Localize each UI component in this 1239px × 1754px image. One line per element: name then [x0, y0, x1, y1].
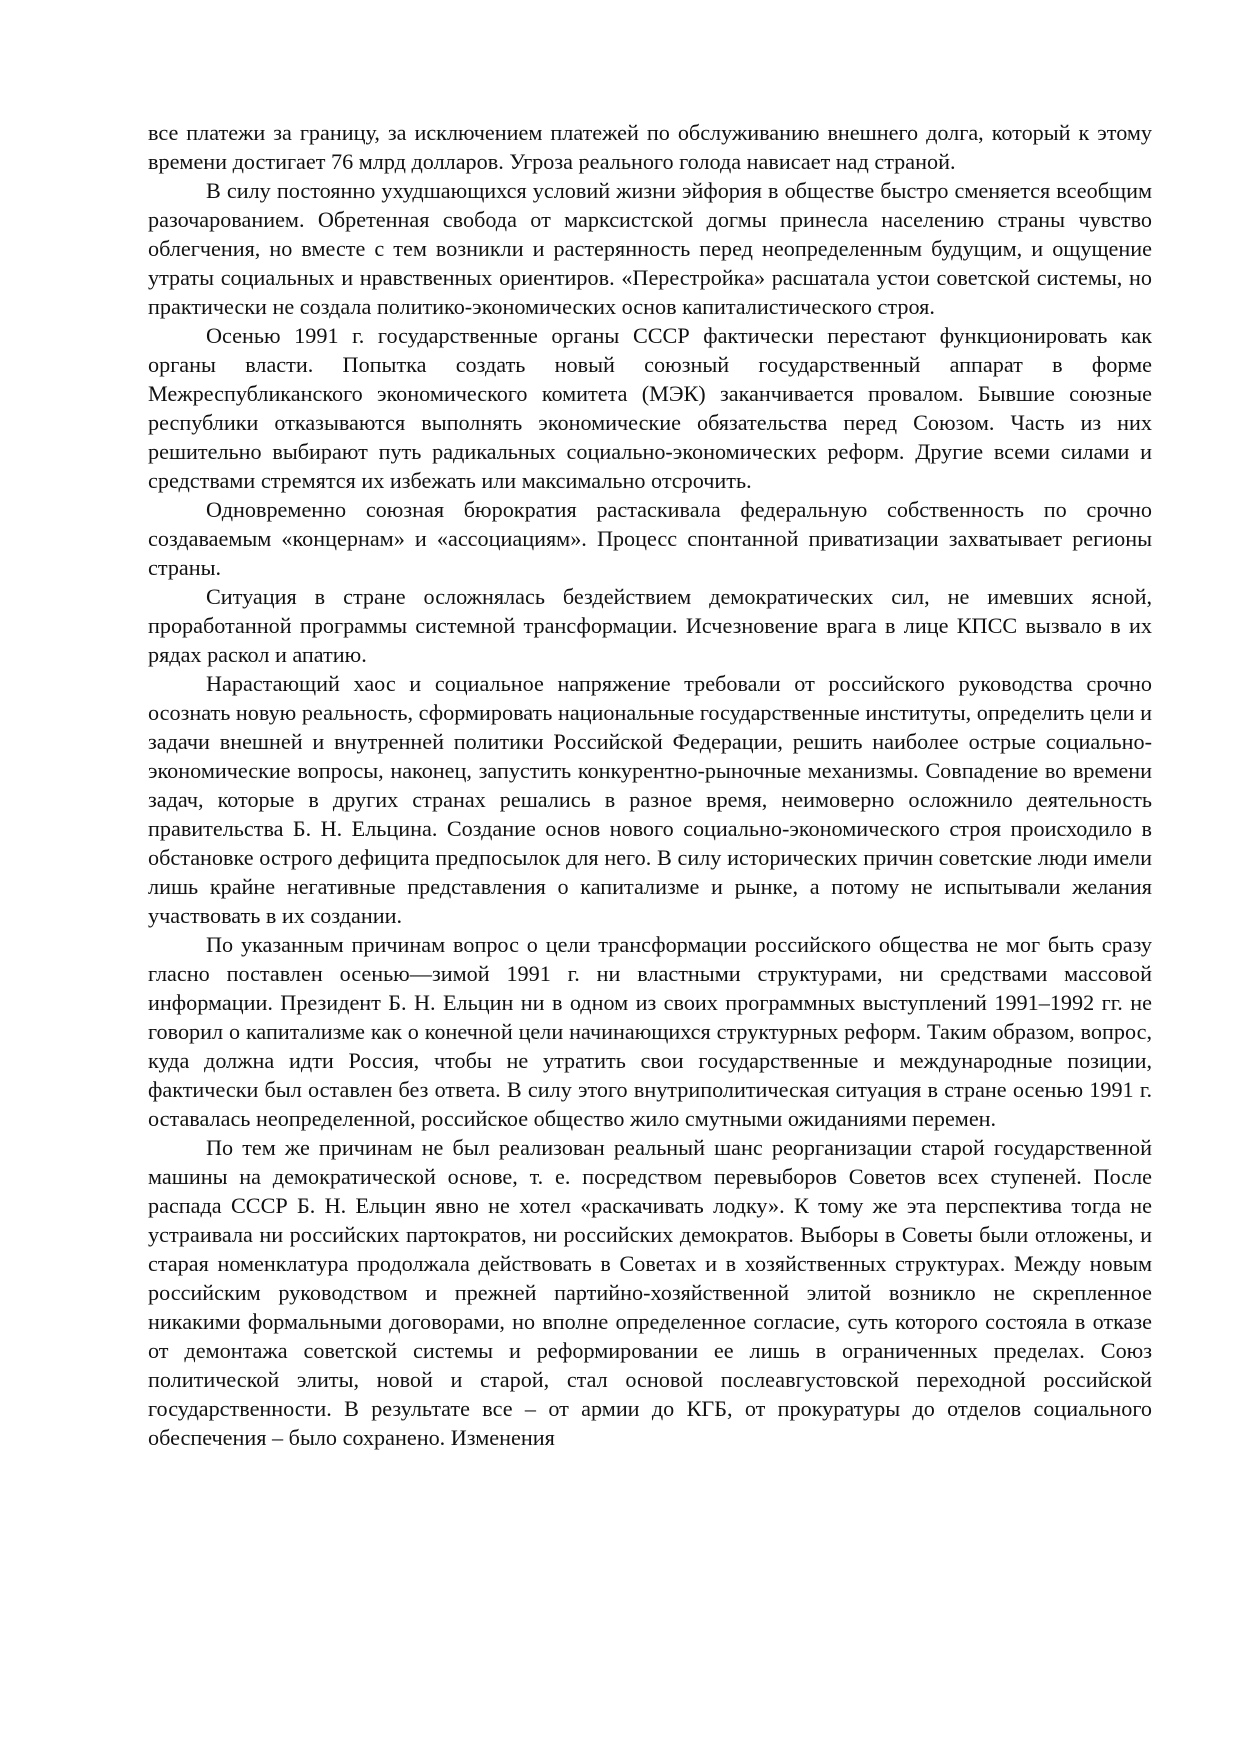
paragraph: По тем же причинам не был реализован реальный шанс реорганизации старой государственной машины на демократической основе, т. е. посредством перевыборов Советов всех ступеней. После распада СССР Б. Н. Ельцин явно не хотел «раскачивать лодку». К тому же эта перспектива тогда не устраивала ни российских партократов, ни российских демократов. Выборы в Советы были отложены, и старая номенклатура продолжала действовать в Советах и в хозяйственных структурах. Между новым российским руководством и прежней партийно-хозяйственной элитой возникло не скрепленное никакими формальными договорами, но вполне определенное согласие, суть которого состояла в отказе от демонтажа советской системы и реформировании ее лишь в ограниченных пределах. Союз политической элиты, новой и старой, стал основой послеавгустовской переходной российской государственности. В результате все – от армии до КГБ, от прокуратуры до отделов социального обеспечения – было сохранено. Изменения [148, 1135, 1152, 1450]
paragraph: Нарастающий хаос и социальное напряжение требовали от российского руководства срочно осознать новую реальность, сформировать национальные государственные институты, определить цели и задачи внешней и внутренней политики Российской Федерации, решить наиболее острые социально-экономические вопросы, наконец, запустить конкурентно-рыночные механизмы. Совпадение во времени задач, которые в других странах решались в разное время, неимоверно осложнило деятельность правительства Б. Н. Ельцина. Создание основ нового социально-экономического строя происходило в обстановке острого дефицита предпосылок для него. В силу исторических причин советские люди имели лишь крайне негативные представления о капитализме и рынке, а потому не испытывали желания участвовать в их создании. [148, 671, 1152, 928]
paragraph: В силу постоянно ухудшающихся условий жизни эйфория в обществе быстро сменяется всеобщим разочарованием. Обретенная свобода от марксистской догмы принесла населению страны чувство облегчения, но вместе с тем возникли и растерянность перед неопределенным будущим, и ощущение утраты социальных и нравственных ориентиров. «Перестройка» расшатала устои советской системы, но практически не создала политико-экономических основ капиталистического строя. [148, 178, 1152, 319]
paragraph: Ситуация в стране осложнялась бездействием демократических сил, не имевших ясной, проработанной программы системной трансформации. Исчезновение врага в лице КПСС вызвало в их рядах раскол и апатию. [148, 584, 1152, 667]
paragraph: По указанным причинам вопрос о цели трансформации российского общества не мог быть сразу гласно поставлен осенью—зимой 1991 г. ни властными структурами, ни средствами массовой информации. Президент Б. Н. Ельцин ни в одном из своих программных выступлений 1991–1992 гг. не говорил о капитализме как о конечной цели начинающихся структурных реформ. Таким образом, вопрос, куда должна идти Россия, чтобы не утратить свои государственные и международные позиции, фактически был оставлен без ответа. В силу этого внутриполитическая ситуация в стране осенью 1991 г. оставалась неопределенной, российское общество жило смутными ожиданиями перемен. [148, 932, 1152, 1131]
paragraph: Осенью 1991 г. государственные органы СССР фактически перестают функционировать как органы власти. Попытка создать новый союзный государственный аппарат в форме Межреспубликанского экономического комитета (МЭК) заканчивается провалом. Бывшие союзные республики отказываются выполнять экономические обязательства перед Союзом. Часть из них решительно выбирают путь радикальных социально-экономических реформ. Другие всеми силами и средствами стремятся их избежать или максимально отсрочить. [148, 323, 1152, 493]
document-body [148, 118, 1152, 1452]
paragraph: Одновременно союзная бюрократия растаскивала федеральную собственность по срочно создаваемым «концернам» и «ассоциациям». Процесс спонтанной приватизации захватывает регионы страны. [148, 497, 1152, 580]
paragraph: все платежи за границу, за исключением платежей по обслуживанию внешнего долга, который к этому времени достигает 76 млрд долларов. Угроза реального голода нависает над страной. [148, 120, 1152, 174]
